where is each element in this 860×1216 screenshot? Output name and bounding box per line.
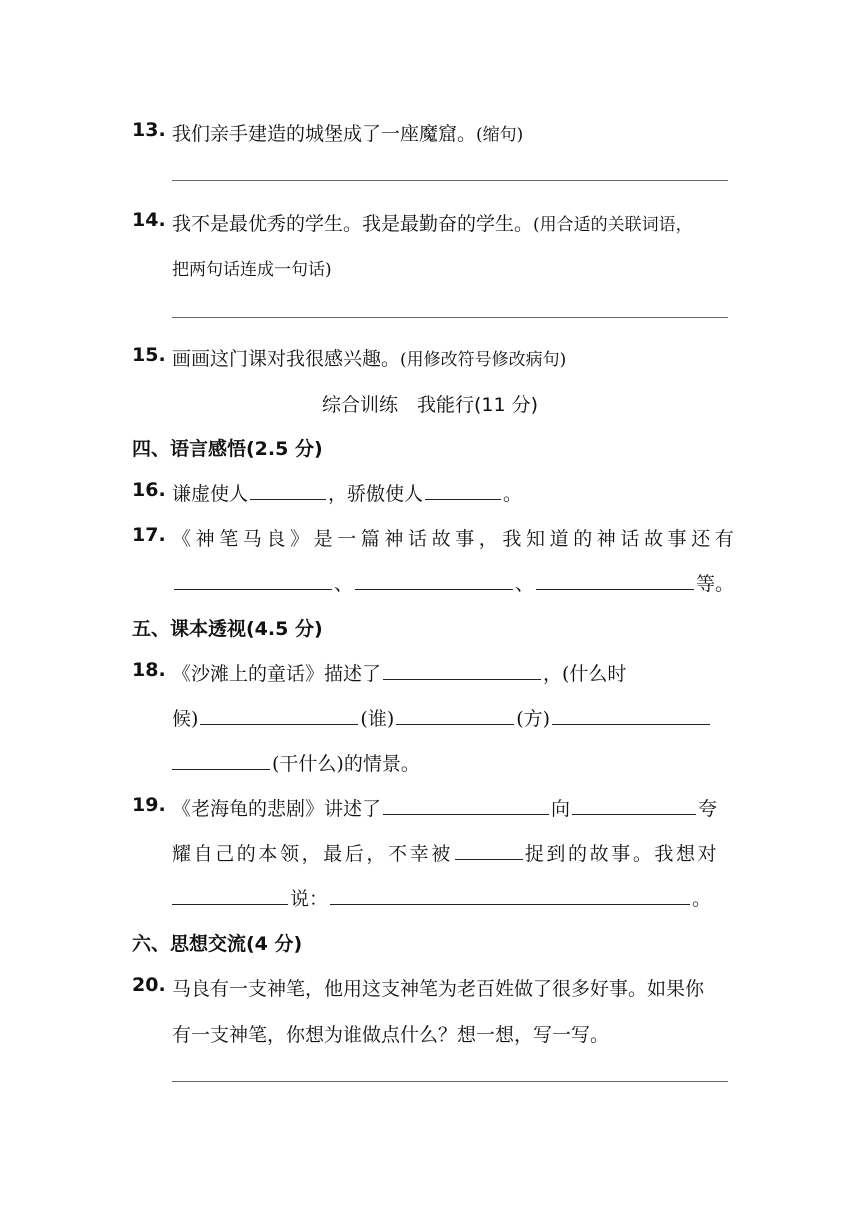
- question-text: ，(什么时: [543, 663, 627, 685]
- question-text: 《神笔马良》是一篇神话故事，我知道的神话故事还有: [172, 528, 739, 550]
- question-instruction-continued: 把两句话连成一句话): [172, 260, 332, 280]
- question-text: 《沙滩上的童话》描述了: [172, 663, 382, 685]
- question-number: 13.: [132, 119, 166, 141]
- section-heading: 四、语言感悟(2.5 分): [132, 438, 323, 460]
- question-text: 夸: [698, 798, 718, 820]
- section-heading: 六、思想交流(4 分): [132, 933, 303, 955]
- question-number: 14.: [132, 209, 166, 231]
- fill-blank[interactable]: [383, 796, 549, 815]
- question-number: 15.: [132, 344, 166, 366]
- answer-line[interactable]: [172, 1081, 728, 1082]
- question-number: 18.: [132, 659, 166, 681]
- section-heading: 五、课本透视(4.5 分): [132, 618, 323, 640]
- question-text: 谦虚使人: [172, 483, 249, 505]
- fill-blank[interactable]: [552, 706, 710, 725]
- question-text: 等。: [696, 573, 735, 595]
- answer-line[interactable]: [172, 180, 728, 181]
- question-text: (干什么)的情景。: [272, 753, 420, 775]
- answer-line[interactable]: [172, 317, 728, 318]
- fill-blank[interactable]: [172, 886, 288, 905]
- fill-blank[interactable]: [536, 571, 694, 590]
- question-text: 。: [692, 888, 712, 910]
- question-text: 向: [551, 798, 571, 820]
- question-text: (谁): [360, 708, 395, 730]
- fill-blank[interactable]: [174, 571, 332, 590]
- question-text: 我不是最优秀的学生。我是最勤奋的学生。: [172, 213, 534, 235]
- question-text: 说：: [290, 888, 329, 910]
- fill-blank[interactable]: [383, 661, 541, 680]
- fill-blank[interactable]: [425, 481, 501, 500]
- fill-blank[interactable]: [250, 481, 326, 500]
- fill-blank[interactable]: [330, 886, 690, 905]
- fill-blank[interactable]: [572, 796, 696, 815]
- question-text: 我们亲手建造的城堡成了一座魔窟。: [172, 123, 477, 145]
- question-text: 。: [503, 483, 523, 505]
- fill-blank[interactable]: [396, 706, 514, 725]
- question-text: 画画这门课对我很感兴趣。: [172, 348, 401, 370]
- fill-blank[interactable]: [455, 841, 523, 860]
- question-text: 捉到的故事。我想对: [524, 843, 720, 865]
- question-number: 20.: [132, 974, 166, 996]
- question-text: 有一支神笔，你想为谁做点什么？想一想，写一写。: [172, 1024, 610, 1046]
- fill-blank[interactable]: [172, 751, 270, 770]
- question-text: 《老海龟的悲剧》讲述了: [172, 798, 382, 820]
- section-title: 综合训练 我能行(11 分): [321, 394, 539, 416]
- question-number: 19.: [132, 794, 166, 816]
- fill-blank[interactable]: [355, 571, 513, 590]
- separator: 、: [515, 573, 535, 595]
- question-text: (方): [516, 708, 551, 730]
- question-text: ，骄傲使人: [328, 483, 424, 505]
- fill-blank[interactable]: [200, 706, 358, 725]
- question-number: 16.: [132, 479, 166, 501]
- question-text: 候): [172, 708, 199, 730]
- question-instruction: (用修改符号修改病句): [400, 350, 567, 370]
- question-text: 耀自己的本领，最后，不幸被: [172, 843, 453, 865]
- separator: 、: [334, 573, 354, 595]
- question-text: 马良有一支神笔，他用这支神笔为老百姓做了很多好事。如果你: [172, 978, 705, 1000]
- question-instruction: (用合适的关联词语，: [533, 215, 693, 235]
- question-instruction: (缩句): [476, 125, 524, 145]
- question-number: 17.: [132, 524, 166, 546]
